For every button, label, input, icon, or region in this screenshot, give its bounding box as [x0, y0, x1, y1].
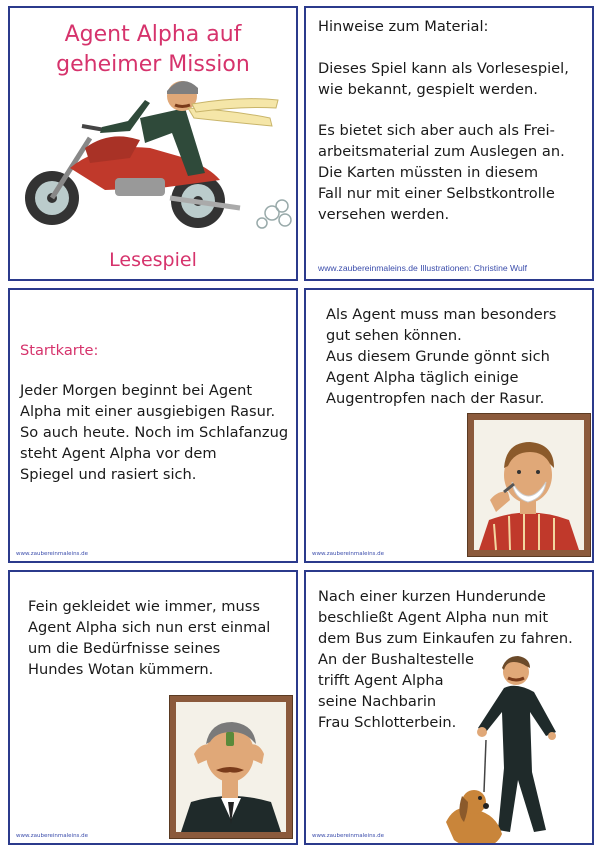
card-eyes: [304, 288, 594, 563]
agent-with-dog-illustration: [456, 652, 586, 845]
start-footer: www.zaubereinmaleins.de: [16, 551, 89, 557]
card-material: [304, 6, 594, 281]
material-paragraph2: Es bietet sich aber auch als Frei- arbeitsmaterial zum Auslegen an. Die Karten müssten in diesem Fall nur mit einer Selbstkontrolle versehen werden.: [318, 122, 565, 223]
eyes-footer: www.zaubereinmaleins.de: [312, 551, 385, 557]
eyedrops-illustration: [176, 702, 286, 832]
card-start: [8, 288, 298, 563]
dog-footer: www.zaubereinmaleins.de: [16, 833, 89, 839]
start-heading: Startkarte:: [20, 342, 99, 359]
card-dog: [8, 570, 298, 845]
start-text: Jeder Morgen beginnt bei Agent Alpha mit einer ausgiebigen Rasur. So auch heute. Noch im Schlafanzug steht Agent Alpha vor dem Spiegel und rasiert sich.: [20, 382, 289, 483]
eyes-text: Als Agent muss man besonders gut sehen können. Aus diesem Grunde gönnt sich Agent Alpha täglich einige Augentropfen nach der Rasur.: [326, 306, 557, 407]
cover-subtitle: Lesespiel: [109, 249, 197, 271]
portrait-frame: [170, 696, 292, 838]
mirror-frame: [468, 414, 590, 556]
card-bus: [304, 570, 594, 845]
material-footer: www.zaubereinmaleins.de Illustrationen: Christine Wulf: [318, 263, 528, 273]
dog-text: Fein gekleidet wie immer, muss Agent Alpha sich nun erst einmal um die Bedürfnisse seines Hundes Wotan kümmern.: [28, 598, 271, 678]
cover-title-line2: geheimer Mission: [56, 52, 250, 77]
bus-footer: www.zaubereinmaleins.de: [312, 833, 385, 839]
bus-text: Nach einer kurzen Hunderunde beschließt Agent Alpha nun mit dem Bus zum Einkaufen zu fahren. An der Bushaltestelle trifft Agent Alpha seine Nachbarin Frau Schlotterbein.: [318, 588, 573, 731]
motorcycle-illustration: [10, 8, 298, 281]
material-heading: Hinweise zum Material:: [318, 18, 489, 35]
cover-title-line1: Agent Alpha auf: [64, 22, 242, 47]
material-paragraph1: Dieses Spiel kann als Vorlesespiel, wie bekannt, gespielt werden.: [318, 60, 569, 98]
card-cover: [8, 6, 298, 281]
shaving-illustration: [474, 420, 584, 550]
